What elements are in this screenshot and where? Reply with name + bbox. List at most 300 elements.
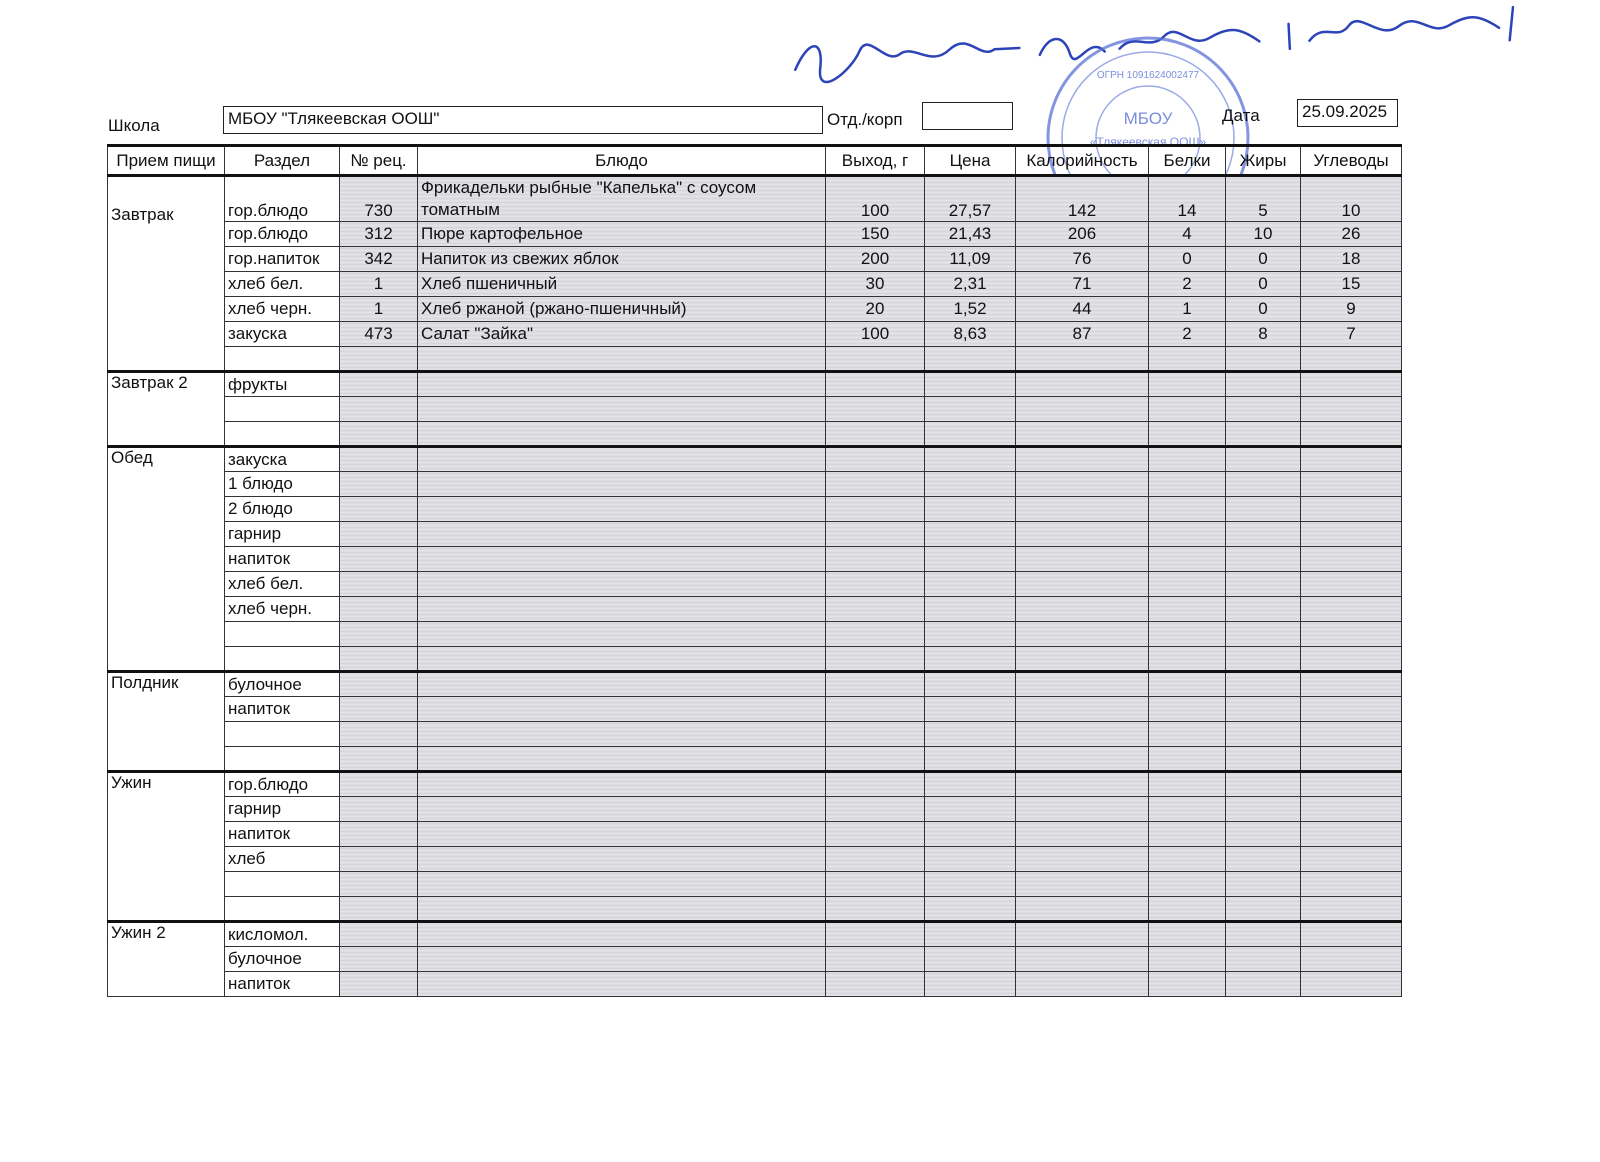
recipe-cell — [340, 672, 418, 697]
price-cell: 8,63 — [925, 322, 1016, 347]
recipe-cell — [340, 422, 418, 447]
fat-cell — [1226, 697, 1301, 722]
table-row — [108, 897, 1402, 922]
dish-cell — [418, 397, 826, 422]
fat-cell: 0 — [1226, 272, 1301, 297]
seal-center-text: МБОУ — [1123, 109, 1173, 128]
fat-cell — [1226, 672, 1301, 697]
table-row — [108, 972, 1402, 997]
table-row — [108, 847, 1402, 872]
yield-cell — [826, 372, 925, 397]
yield-cell — [826, 972, 925, 997]
table-row — [108, 772, 1402, 797]
protein-cell — [1149, 922, 1226, 947]
meal-name-cell: Ужин — [108, 772, 225, 922]
section-cell — [225, 422, 340, 447]
dish-cell — [418, 747, 826, 772]
price-cell — [925, 947, 1016, 972]
carbs-cell: 7 — [1301, 322, 1402, 347]
recipe-cell: 730 — [340, 176, 418, 222]
table-row — [108, 947, 1402, 972]
section-cell — [225, 722, 340, 747]
section-cell: хлеб бел. — [225, 572, 340, 597]
table-row — [108, 622, 1402, 647]
protein-cell: 14 — [1149, 176, 1226, 222]
kcal-cell — [1016, 747, 1149, 772]
section-cell — [225, 397, 340, 422]
price-cell — [925, 422, 1016, 447]
protein-cell: 0 — [1149, 247, 1226, 272]
carbs-cell — [1301, 972, 1402, 997]
table-row — [108, 422, 1402, 447]
carbs-cell — [1301, 747, 1402, 772]
dept-label: Отд./корп — [827, 110, 903, 129]
table-row — [108, 322, 1402, 347]
table-row — [108, 872, 1402, 897]
price-cell — [925, 447, 1016, 472]
price-cell — [925, 597, 1016, 622]
dish-cell — [418, 922, 826, 947]
kcal-cell: 44 — [1016, 297, 1149, 322]
fat-cell — [1226, 572, 1301, 597]
table-row — [108, 747, 1402, 772]
col-header-dish: Блюдо — [418, 146, 826, 176]
protein-cell: 2 — [1149, 322, 1226, 347]
carbs-cell — [1301, 822, 1402, 847]
protein-cell — [1149, 597, 1226, 622]
protein-cell: 1 — [1149, 297, 1226, 322]
table-row — [108, 397, 1402, 422]
carbs-cell — [1301, 897, 1402, 922]
section-cell — [225, 622, 340, 647]
yield-cell — [826, 722, 925, 747]
fat-cell — [1226, 722, 1301, 747]
kcal-cell: 87 — [1016, 322, 1149, 347]
yield-cell: 20 — [826, 297, 925, 322]
menu-table — [107, 144, 1402, 997]
yield-cell — [826, 872, 925, 897]
fat-cell: 8 — [1226, 322, 1301, 347]
dish-cell — [418, 622, 826, 647]
yield-cell — [826, 497, 925, 522]
recipe-cell: 473 — [340, 322, 418, 347]
price-cell: 27,57 — [925, 176, 1016, 222]
protein-cell — [1149, 722, 1226, 747]
carbs-cell — [1301, 872, 1402, 897]
yield-cell — [826, 472, 925, 497]
price-cell — [925, 847, 1016, 872]
fat-cell — [1226, 822, 1301, 847]
protein-cell — [1149, 772, 1226, 797]
kcal-cell — [1016, 947, 1149, 972]
yield-cell — [826, 347, 925, 372]
menu-body — [108, 176, 1402, 997]
carbs-cell — [1301, 772, 1402, 797]
dish-cell — [418, 772, 826, 797]
kcal-cell — [1016, 647, 1149, 672]
fat-cell — [1226, 897, 1301, 922]
recipe-cell — [340, 647, 418, 672]
school-label: Школа — [108, 116, 160, 135]
kcal-cell — [1016, 722, 1149, 747]
table-row — [108, 222, 1402, 247]
dish-cell — [418, 497, 826, 522]
section-cell: напиток — [225, 822, 340, 847]
date-field[interactable]: 25.09.2025 — [1297, 99, 1398, 127]
section-cell: гор.блюдо — [225, 222, 340, 247]
yield-cell — [826, 422, 925, 447]
section-cell: гор.блюдо — [225, 176, 340, 222]
carbs-cell — [1301, 447, 1402, 472]
fat-cell — [1226, 397, 1301, 422]
fat-cell — [1226, 372, 1301, 397]
kcal-cell: 71 — [1016, 272, 1149, 297]
carbs-cell — [1301, 397, 1402, 422]
carbs-cell — [1301, 672, 1402, 697]
dish-cell — [418, 547, 826, 572]
kcal-cell — [1016, 822, 1149, 847]
recipe-cell: 312 — [340, 222, 418, 247]
yield-cell — [826, 522, 925, 547]
protein-cell — [1149, 972, 1226, 997]
section-cell — [225, 897, 340, 922]
protein-cell — [1149, 397, 1226, 422]
yield-cell: 150 — [826, 222, 925, 247]
fat-cell — [1226, 772, 1301, 797]
yield-cell — [826, 672, 925, 697]
recipe-cell — [340, 947, 418, 972]
dish-cell — [418, 347, 826, 372]
fat-cell — [1226, 922, 1301, 947]
yield-cell — [826, 772, 925, 797]
price-cell — [925, 872, 1016, 897]
dish-cell: Пюре картофельное — [418, 222, 826, 247]
price-cell — [925, 672, 1016, 697]
kcal-cell — [1016, 522, 1149, 547]
section-cell: булочное — [225, 947, 340, 972]
recipe-cell: 342 — [340, 247, 418, 272]
carbs-cell — [1301, 622, 1402, 647]
col-header-section: Раздел — [225, 146, 340, 176]
meal-name-cell: Ужин 2 — [108, 922, 225, 997]
table-row — [108, 522, 1402, 547]
price-cell — [925, 797, 1016, 822]
protein-cell — [1149, 872, 1226, 897]
kcal-cell — [1016, 972, 1149, 997]
price-cell — [925, 647, 1016, 672]
section-cell: напиток — [225, 972, 340, 997]
section-cell: хлеб черн. — [225, 597, 340, 622]
carbs-cell: 15 — [1301, 272, 1402, 297]
dish-cell — [418, 697, 826, 722]
carbs-cell — [1301, 547, 1402, 572]
carbs-cell — [1301, 347, 1402, 372]
section-cell — [225, 872, 340, 897]
price-cell — [925, 897, 1016, 922]
dish-cell — [418, 647, 826, 672]
fat-cell: 5 — [1226, 176, 1301, 222]
recipe-cell — [340, 372, 418, 397]
meal-name-cell: Обед — [108, 447, 225, 672]
table-row — [108, 176, 1402, 222]
yield-cell — [826, 922, 925, 947]
fat-cell — [1226, 472, 1301, 497]
recipe-cell — [340, 547, 418, 572]
price-cell — [925, 772, 1016, 797]
protein-cell — [1149, 747, 1226, 772]
carbs-cell: 26 — [1301, 222, 1402, 247]
kcal-cell — [1016, 347, 1149, 372]
section-cell: хлеб — [225, 847, 340, 872]
table-row — [108, 372, 1402, 397]
recipe-cell — [340, 572, 418, 597]
kcal-cell: 206 — [1016, 222, 1149, 247]
section-cell: хлеб бел. — [225, 272, 340, 297]
protein-cell — [1149, 822, 1226, 847]
kcal-cell — [1016, 672, 1149, 697]
protein-cell — [1149, 372, 1226, 397]
recipe-cell — [340, 772, 418, 797]
price-cell — [925, 822, 1016, 847]
dish-cell — [418, 597, 826, 622]
protein-cell — [1149, 522, 1226, 547]
school-field[interactable]: МБОУ "Тлякеевская ООШ" — [223, 106, 823, 134]
price-cell — [925, 697, 1016, 722]
table-row — [108, 597, 1402, 622]
kcal-cell — [1016, 922, 1149, 947]
handwritten-signature-icon — [788, 0, 1530, 90]
section-cell: фрукты — [225, 372, 340, 397]
table-row — [108, 347, 1402, 372]
kcal-cell: 142 — [1016, 176, 1149, 222]
section-cell: гор.блюдо — [225, 772, 340, 797]
fat-cell: 0 — [1226, 297, 1301, 322]
protein-cell — [1149, 697, 1226, 722]
section-cell: 1 блюдо — [225, 472, 340, 497]
carbs-cell — [1301, 572, 1402, 597]
recipe-cell — [340, 797, 418, 822]
protein-cell — [1149, 672, 1226, 697]
yield-cell: 200 — [826, 247, 925, 272]
recipe-cell — [340, 697, 418, 722]
protein-cell — [1149, 897, 1226, 922]
recipe-cell — [340, 397, 418, 422]
section-cell: булочное — [225, 672, 340, 697]
kcal-cell — [1016, 797, 1149, 822]
dish-cell — [418, 872, 826, 897]
protein-cell — [1149, 472, 1226, 497]
table-row — [108, 272, 1402, 297]
yield-cell — [826, 897, 925, 922]
fat-cell — [1226, 947, 1301, 972]
kcal-cell — [1016, 547, 1149, 572]
yield-cell — [826, 647, 925, 672]
fat-cell — [1226, 422, 1301, 447]
protein-cell — [1149, 847, 1226, 872]
kcal-cell — [1016, 897, 1149, 922]
kcal-cell — [1016, 697, 1149, 722]
yield-cell — [826, 597, 925, 622]
recipe-cell — [340, 872, 418, 897]
fat-cell: 0 — [1226, 247, 1301, 272]
fat-cell — [1226, 347, 1301, 372]
fat-cell — [1226, 597, 1301, 622]
dish-cell — [418, 822, 826, 847]
yield-cell: 30 — [826, 272, 925, 297]
kcal-cell — [1016, 772, 1149, 797]
kcal-cell — [1016, 372, 1149, 397]
dish-cell — [418, 422, 826, 447]
dish-cell — [418, 797, 826, 822]
dish-cell — [418, 447, 826, 472]
section-cell: гор.напиток — [225, 247, 340, 272]
section-cell: закуска — [225, 322, 340, 347]
fat-cell — [1226, 622, 1301, 647]
col-header-meal: Прием пищи — [108, 146, 225, 176]
kcal-cell — [1016, 472, 1149, 497]
table-row — [108, 922, 1402, 947]
price-cell: 1,52 — [925, 297, 1016, 322]
fat-cell — [1226, 647, 1301, 672]
carbs-cell — [1301, 472, 1402, 497]
fat-cell — [1226, 547, 1301, 572]
table-row — [108, 497, 1402, 522]
kcal-cell: 76 — [1016, 247, 1149, 272]
kcal-cell — [1016, 872, 1149, 897]
price-cell: 21,43 — [925, 222, 1016, 247]
kcal-cell — [1016, 447, 1149, 472]
protein-cell — [1149, 447, 1226, 472]
recipe-cell: 1 — [340, 272, 418, 297]
dish-cell — [418, 847, 826, 872]
kcal-cell — [1016, 572, 1149, 597]
dish-cell — [418, 372, 826, 397]
recipe-cell — [340, 472, 418, 497]
meal-name-cell: Завтрак — [108, 176, 225, 372]
recipe-cell — [340, 922, 418, 947]
fat-cell — [1226, 972, 1301, 997]
price-cell — [925, 472, 1016, 497]
kcal-cell — [1016, 622, 1149, 647]
carbs-cell — [1301, 922, 1402, 947]
section-cell: 2 блюдо — [225, 497, 340, 522]
carbs-cell — [1301, 797, 1402, 822]
recipe-cell — [340, 822, 418, 847]
carbs-cell — [1301, 647, 1402, 672]
yield-cell — [826, 547, 925, 572]
recipe-cell — [340, 447, 418, 472]
dish-cell — [418, 472, 826, 497]
carbs-cell — [1301, 422, 1402, 447]
table-row — [108, 247, 1402, 272]
dept-field[interactable] — [922, 102, 1013, 130]
table-row — [108, 672, 1402, 697]
dish-cell: Хлеб ржаной (ржано-пшеничный) — [418, 297, 826, 322]
price-cell — [925, 622, 1016, 647]
seal-ogrn: ОГРН 1091624002477 — [1096, 70, 1200, 81]
recipe-cell — [340, 747, 418, 772]
table-row — [108, 572, 1402, 597]
price-cell — [925, 722, 1016, 747]
yield-cell — [826, 447, 925, 472]
protein-cell — [1149, 347, 1226, 372]
col-header-recipe: № рец. — [340, 146, 418, 176]
section-cell: хлеб черн. — [225, 297, 340, 322]
yield-cell — [826, 622, 925, 647]
dish-cell — [418, 572, 826, 597]
col-header-price: Цена — [925, 146, 1016, 176]
carbs-cell: 10 — [1301, 176, 1402, 222]
recipe-cell — [340, 347, 418, 372]
price-cell: 2,31 — [925, 272, 1016, 297]
price-cell — [925, 747, 1016, 772]
table-row — [108, 697, 1402, 722]
section-cell: напиток — [225, 697, 340, 722]
recipe-cell — [340, 622, 418, 647]
price-cell — [925, 922, 1016, 947]
fat-cell — [1226, 847, 1301, 872]
price-cell — [925, 372, 1016, 397]
kcal-cell — [1016, 422, 1149, 447]
price-cell — [925, 522, 1016, 547]
recipe-cell — [340, 897, 418, 922]
section-cell — [225, 647, 340, 672]
yield-cell — [826, 397, 925, 422]
price-cell — [925, 347, 1016, 372]
yield-cell — [826, 797, 925, 822]
col-header-kcal: Калорийность — [1016, 146, 1149, 176]
fat-cell — [1226, 522, 1301, 547]
col-header-carbs: Углеводы — [1301, 146, 1402, 176]
section-cell — [225, 747, 340, 772]
col-header-fat: Жиры — [1226, 146, 1301, 176]
dish-cell — [418, 897, 826, 922]
protein-cell — [1149, 622, 1226, 647]
dish-cell — [418, 947, 826, 972]
fat-cell: 10 — [1226, 222, 1301, 247]
section-cell: гарнир — [225, 522, 340, 547]
dish-cell — [418, 972, 826, 997]
price-cell — [925, 497, 1016, 522]
dish-cell: Фрикадельки рыбные "Капелька" с соусом томатным — [418, 176, 826, 222]
carbs-cell — [1301, 947, 1402, 972]
dish-cell — [418, 672, 826, 697]
director-signature — [788, 0, 1551, 100]
price-cell — [925, 972, 1016, 997]
carbs-cell — [1301, 522, 1402, 547]
seal-school-name: «Тлякеевская ООШ» — [1089, 135, 1207, 149]
yield-cell — [826, 947, 925, 972]
dish-cell — [418, 522, 826, 547]
price-cell — [925, 572, 1016, 597]
recipe-cell — [340, 847, 418, 872]
price-cell — [925, 547, 1016, 572]
protein-cell: 2 — [1149, 272, 1226, 297]
meal-name-cell: Завтрак 2 — [108, 372, 225, 447]
yield-cell — [826, 697, 925, 722]
price-cell — [925, 397, 1016, 422]
fat-cell — [1226, 797, 1301, 822]
protein-cell: 4 — [1149, 222, 1226, 247]
protein-cell — [1149, 497, 1226, 522]
carbs-cell — [1301, 497, 1402, 522]
col-header-yield: Выход, г — [826, 146, 925, 176]
carbs-cell — [1301, 722, 1402, 747]
table-row — [108, 722, 1402, 747]
recipe-cell — [340, 972, 418, 997]
carbs-cell — [1301, 597, 1402, 622]
yield-cell — [826, 847, 925, 872]
